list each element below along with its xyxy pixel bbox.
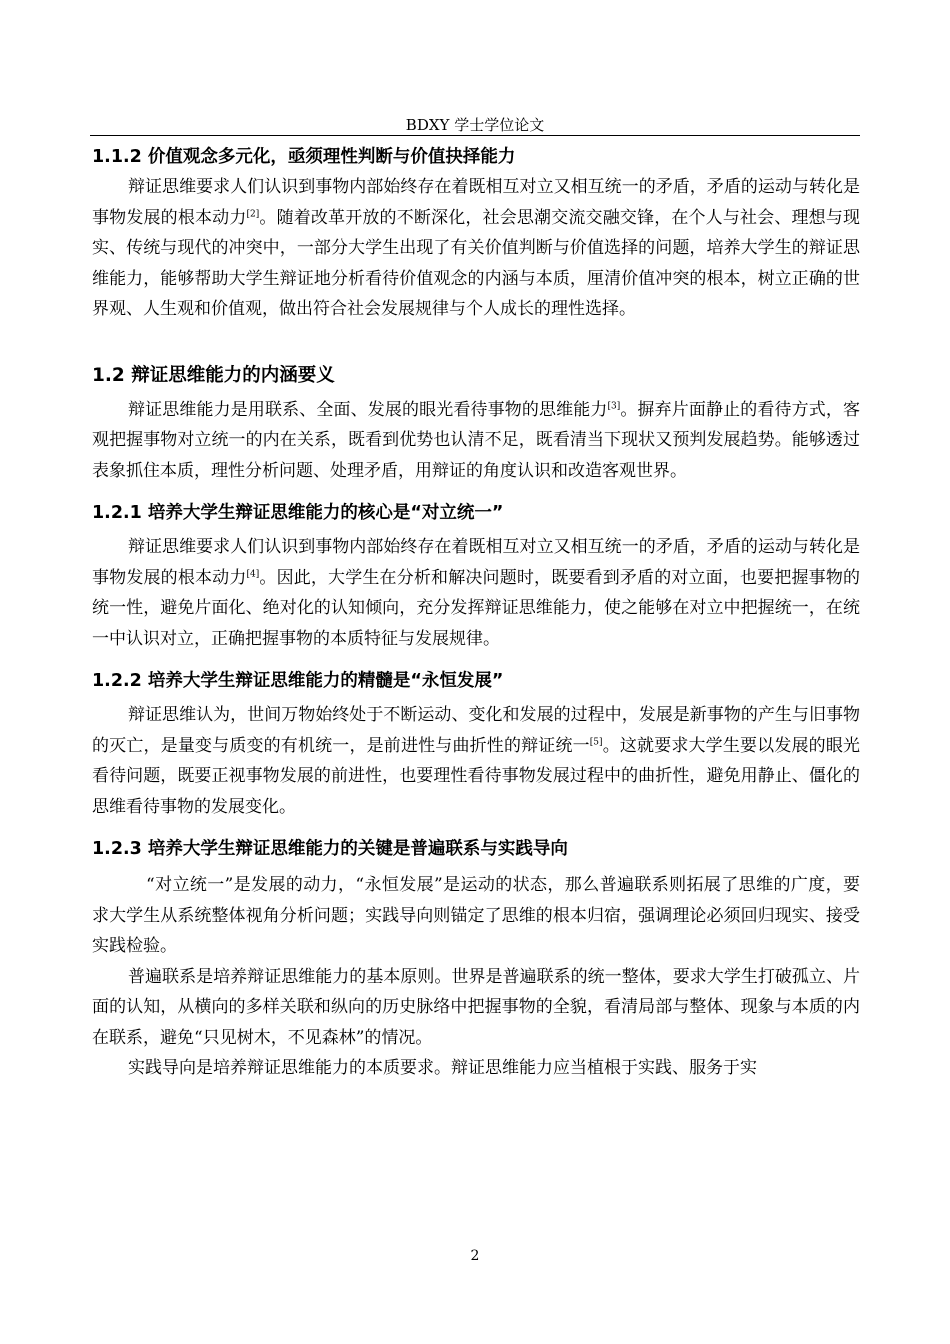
- citation: [5]: [589, 736, 603, 747]
- paragraph: [92, 532, 860, 654]
- paragraph: [92, 395, 860, 487]
- paragraph-text: 辩证思维要求人们认识到事物内部始终存在着既相互对立又相互统一的矛盾，矛盾的运动与转化是事物发展的根本动力: [92, 177, 860, 228]
- section-heading-1-2: 1.2 辩证思维能力的内涵要义: [92, 364, 335, 386]
- running-header: BDXY 学士学位论文: [405, 116, 545, 134]
- paragraph: “对立统一”是发展的动力，“永恒发展”是运动的状态，那么普遍联系则拓展了思维的广度，要求大学生从系统整体视角分析问题；实践导向则锚定了思维的根本归宿，强调理论必须回归现实、接受实践检验。: [92, 875, 860, 956]
- page-number: 2: [470, 1248, 480, 1264]
- paragraph-text: 辩证思维能力是用联系、全面、发展的眼光看待事物的思维能力: [128, 399, 608, 420]
- document-body: [92, 142, 860, 1084]
- paragraph-text: 。摒弃片面静止的看待方式，客观把握事物对立统一的内在关系，既看到优势也认清不足，既看清当下现状又预判发展趋势。能够透过表象抓住本质，理性分析问题、处理矛盾，用辩证的角度认识和改造客观世界。: [92, 399, 860, 481]
- paragraph: 实践导向是培养辩证思维能力的本质要求。辩证思维能力应当植根于实践、服务于实: [128, 1058, 757, 1078]
- paragraph: 普遍联系是培养辩证思维能力的基本原则。世界是普遍联系的统一整体，要求大学生打破孤立、片面的认知，从横向的多样关联和纵向的历史脉络中把握事物的全貌，看清局部与整体、现象与本质的内在联系，避免“只见树木，不见森林”的情况。: [92, 966, 860, 1048]
- citation: [2]: [246, 208, 260, 219]
- paragraph-text: 。随着改革开放的不断深化，社会思潮交流交融交锋，在个人与社会、理想与现实、传统与现代的冲突中，一部分大学生出现了有关价值判断与价值选择的问题，培养大学生的辩证思维能力，能够帮助大学生辩证地分析看待价值观念的内涵与本质，厘清价值冲突的根本，树立正确的世界观、人生观和价值观，做出符合社会发展规律与个人成长的理性选择。: [92, 207, 860, 319]
- section-heading-1-2-3: 1.2.3 培养大学生辩证思维能力的关键是普遍联系与实践导向: [92, 839, 568, 859]
- section-heading-1-2-2: 1.2.2 培养大学生辩证思维能力的精髓是“永恒发展”: [92, 671, 504, 691]
- citation: [3]: [607, 400, 621, 411]
- paragraph-text: 。这就要求大学生要以发展的眼光看待问题，既要正视事物发展的前进性，也要理性看待事物发展过程中的曲折性，避免用静止、僵化的思维看待事物的发展变化。: [92, 735, 861, 817]
- paragraph: [92, 172, 860, 325]
- citation: [4]: [246, 568, 260, 579]
- paragraph: [92, 700, 860, 822]
- section-heading-1-2-1: 1.2.1 培养大学生辩证思维能力的核心是“对立统一”: [92, 503, 504, 523]
- paragraph-text: 辩证思维要求人们认识到事物内部始终存在着既相互对立又相互统一的矛盾，矛盾的运动与转化是事物发展的根本动力: [92, 537, 860, 588]
- paragraph-text: 。因此，大学生在分析和解决问题时，既要看到矛盾的对立面，也要把握事物的统一性，避免片面化、绝对化的认知倾向，充分发挥辩证思维能力，使之能够在对立中把握统一，在统一中认识对立，正确把握事物的本质特征与发展规律。: [92, 567, 860, 649]
- section-heading-1-1-2: 1.1.2 价值观念多元化，亟须理性判断与价值抉择能力: [92, 147, 516, 167]
- paragraph-text: 辩证思维认为，世间万物始终处于不断运动、变化和发展的过程中，发展是新事物的产生与旧事物的灭亡，是量变与质变的有机统一，是前进性与曲折性的辩证统一: [92, 705, 860, 756]
- header-rule: [90, 135, 860, 136]
